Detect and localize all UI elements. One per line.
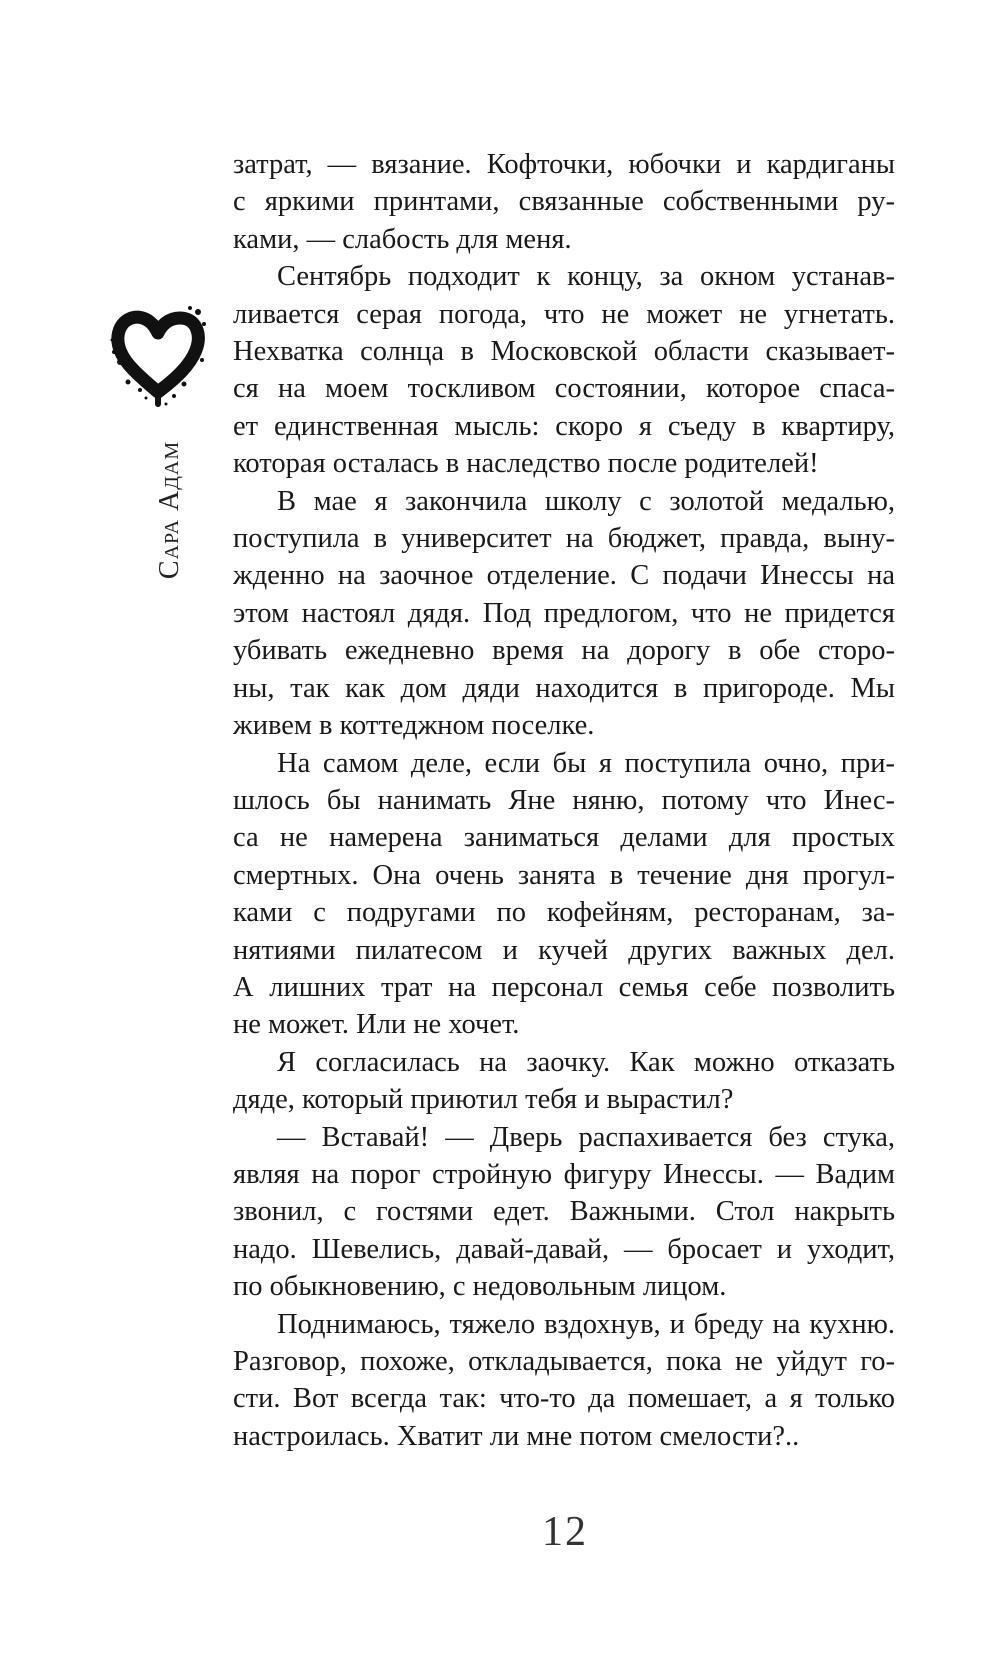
text-line: надо. Шевелись, давай-давай, — бросает и уходит, [233,1233,895,1265]
text-line: Нехватка солнца в Московской области сказывает- [233,336,895,368]
text-line: которая осталась в наследство после родителей! [233,448,819,480]
text-line: смертных. Она очень занята в течение дня прогул- [233,859,895,891]
running-head [140,430,200,590]
text-line: Я согласилась на заочку. Как можно отказать [277,1046,895,1078]
text-line: Поднимаюсь, тяжело вздохнув, и бреду на кухню. [277,1308,895,1340]
text-line: ет единственная мысль: скоро я съеду в квартиру, [233,410,895,442]
author-name: Сара Адам [154,440,185,580]
paragraph [233,745,895,1044]
text-line: по обыкновению, с недовольным лицом. [233,1271,727,1303]
text-line: Разговор, похоже, откладывается, пока не уйдут го- [233,1346,895,1377]
text-line: — Вставай! — Дверь распахивается без стука, [277,1121,895,1153]
text-line: Сентябрь подходит к концу, за окном устанав- [277,261,895,293]
text-line: затрат, — вязание. Кофточки, юбочки и кардиганы [233,149,895,180]
text-line: живем в коттеджном поселке. [233,710,595,742]
body-text [233,146,895,1455]
text-line: дяде, который приютил тебя и вырастил? [233,1084,734,1116]
text-line: шлось бы нанимать Яне няню, потому что Инес- [233,784,895,816]
page-number: 12 [542,1509,588,1555]
text-line: ками, — слабость для меня. [233,223,572,255]
text-line: звонил, с гостями едет. Важными. Стол накрыть [233,1196,895,1228]
paragraph [233,483,895,745]
text-line: ливается серая погода, что не может не угнетать. [233,298,895,330]
text-line: А лишних трат на персонал семья себе позволить [233,971,895,1003]
text-line: этом настоял дядя. Под предлогом, что не придется [233,597,895,629]
paragraph [233,1119,895,1306]
text-line: са не намерена заниматься делами для простых [233,822,895,854]
paragraph [233,146,895,258]
text-line: настроилась. Хватит ли мне потом смелости?.. [233,1420,800,1452]
text-line: В мае я закончила школу с золотой медалью, [277,485,895,517]
text-line: убивать ежедневно время на дорогу в обе сторо- [233,635,895,667]
paragraph [233,258,895,482]
paragraph [233,1306,895,1456]
text-line: ны, так как дом дяди находится в пригороде. Мы [233,672,895,704]
text-line: с яркими принтами, связанные собственными ру- [233,186,895,218]
text-line: не может. Или не хочет. [233,1009,520,1041]
graffiti-heart-icon [108,300,208,408]
text-line: ся на моем тоскливом состоянии, которое спаса- [233,373,895,405]
text-line: сти. Вот всегда так: что-то да помешает, а я только [233,1383,895,1415]
text-line: поступила в университет на бюджет, правда, выну- [233,523,895,555]
text-line: нятиями пилатесом и кучей других важных дел. [233,934,895,966]
text-line: жденно на заочное отделение. С подачи Инессы на [233,560,895,592]
paragraph [233,1044,895,1119]
text-line: являя на порог стройную фигуру Инессы. — Вадим [233,1158,895,1190]
text-line: На самом деле, если бы я поступила очно, при- [277,747,895,779]
text-line: ками с подругами по кофейням, ресторанам, за- [233,897,895,929]
